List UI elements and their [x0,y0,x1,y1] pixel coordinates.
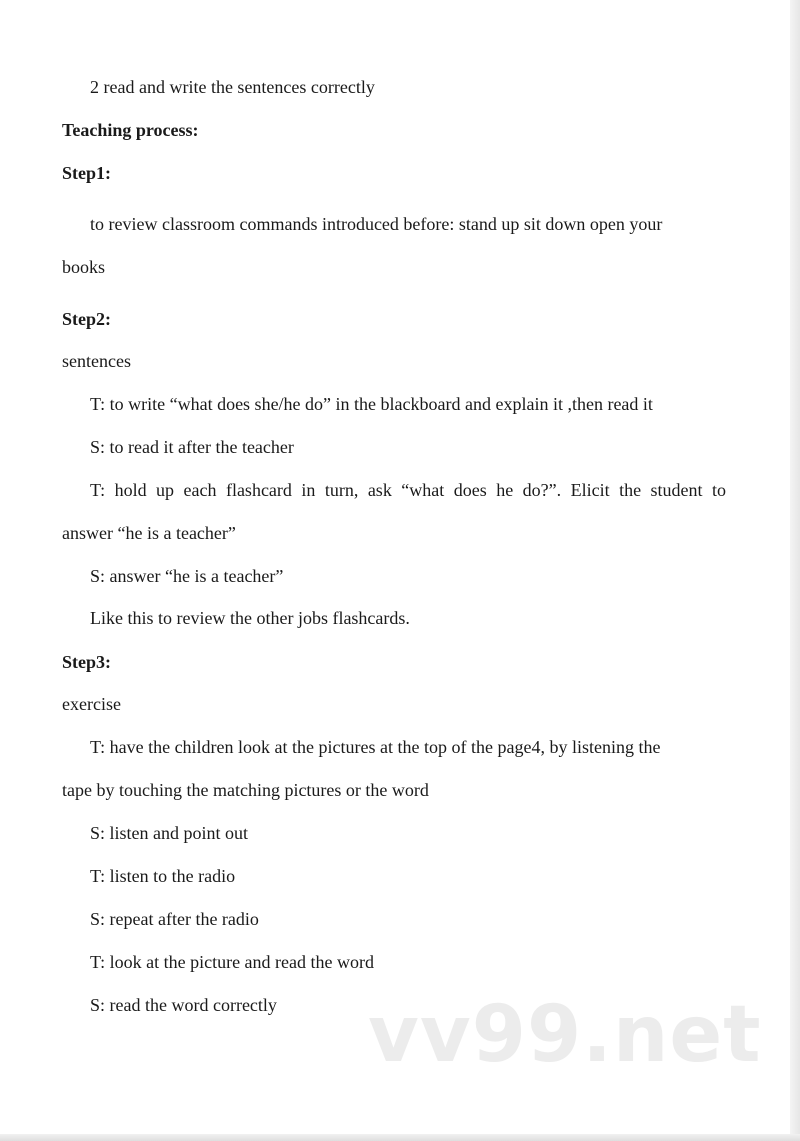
step3-line-repeat: S: repeat after the radio [90,909,259,929]
step1-text-line-1: to review classroom commands introduced before: stand up sit down open your [90,214,663,234]
step3-line-pictures-cont: tape by touching the matching pictures or the word [62,780,429,800]
step2-line-flashcard-cont: answer “he is a teacher” [62,523,236,543]
watermark: vv99.net [368,990,762,1080]
step3-line-look-read: T: look at the picture and read the word [90,952,375,972]
step1-text-line-2: books [62,257,106,277]
objective-line-2: 2 read and write the sentences correctly [90,77,375,97]
step3-subtitle: exercise [62,694,121,714]
step3-line-read-correctly: S: read the word correctly [90,995,277,1015]
step2-line-review: Like this to review the other jobs flashcards. [90,608,410,628]
heading-step3: Step3: [62,652,111,672]
page-right-edge [790,0,800,1141]
step2-line-student-read: S: to read it after the teacher [90,437,294,457]
step3-line-listen-point: S: listen and point out [90,823,249,843]
heading-step1: Step1: [62,163,111,183]
step3-line-listen-radio: T: listen to the radio [90,866,236,886]
heading-teaching-process: Teaching process: [62,120,199,140]
step2-line-flashcard: T: hold up each flashcard in turn, ask “what does he do?”. Elicit the student to [90,480,726,500]
step2-line-student-answer: S: answer “he is a teacher” [90,566,284,586]
step2-subtitle: sentences [62,351,131,371]
step2-line-teacher-write: T: to write “what does she/he do” in the blackboard and explain it ,then read it [90,394,653,414]
heading-step2: Step2: [62,309,111,329]
step3-line-pictures: T: have the children look at the pictures at the top of the page4, by listening the [90,737,661,757]
page-bottom-edge [0,1134,800,1141]
